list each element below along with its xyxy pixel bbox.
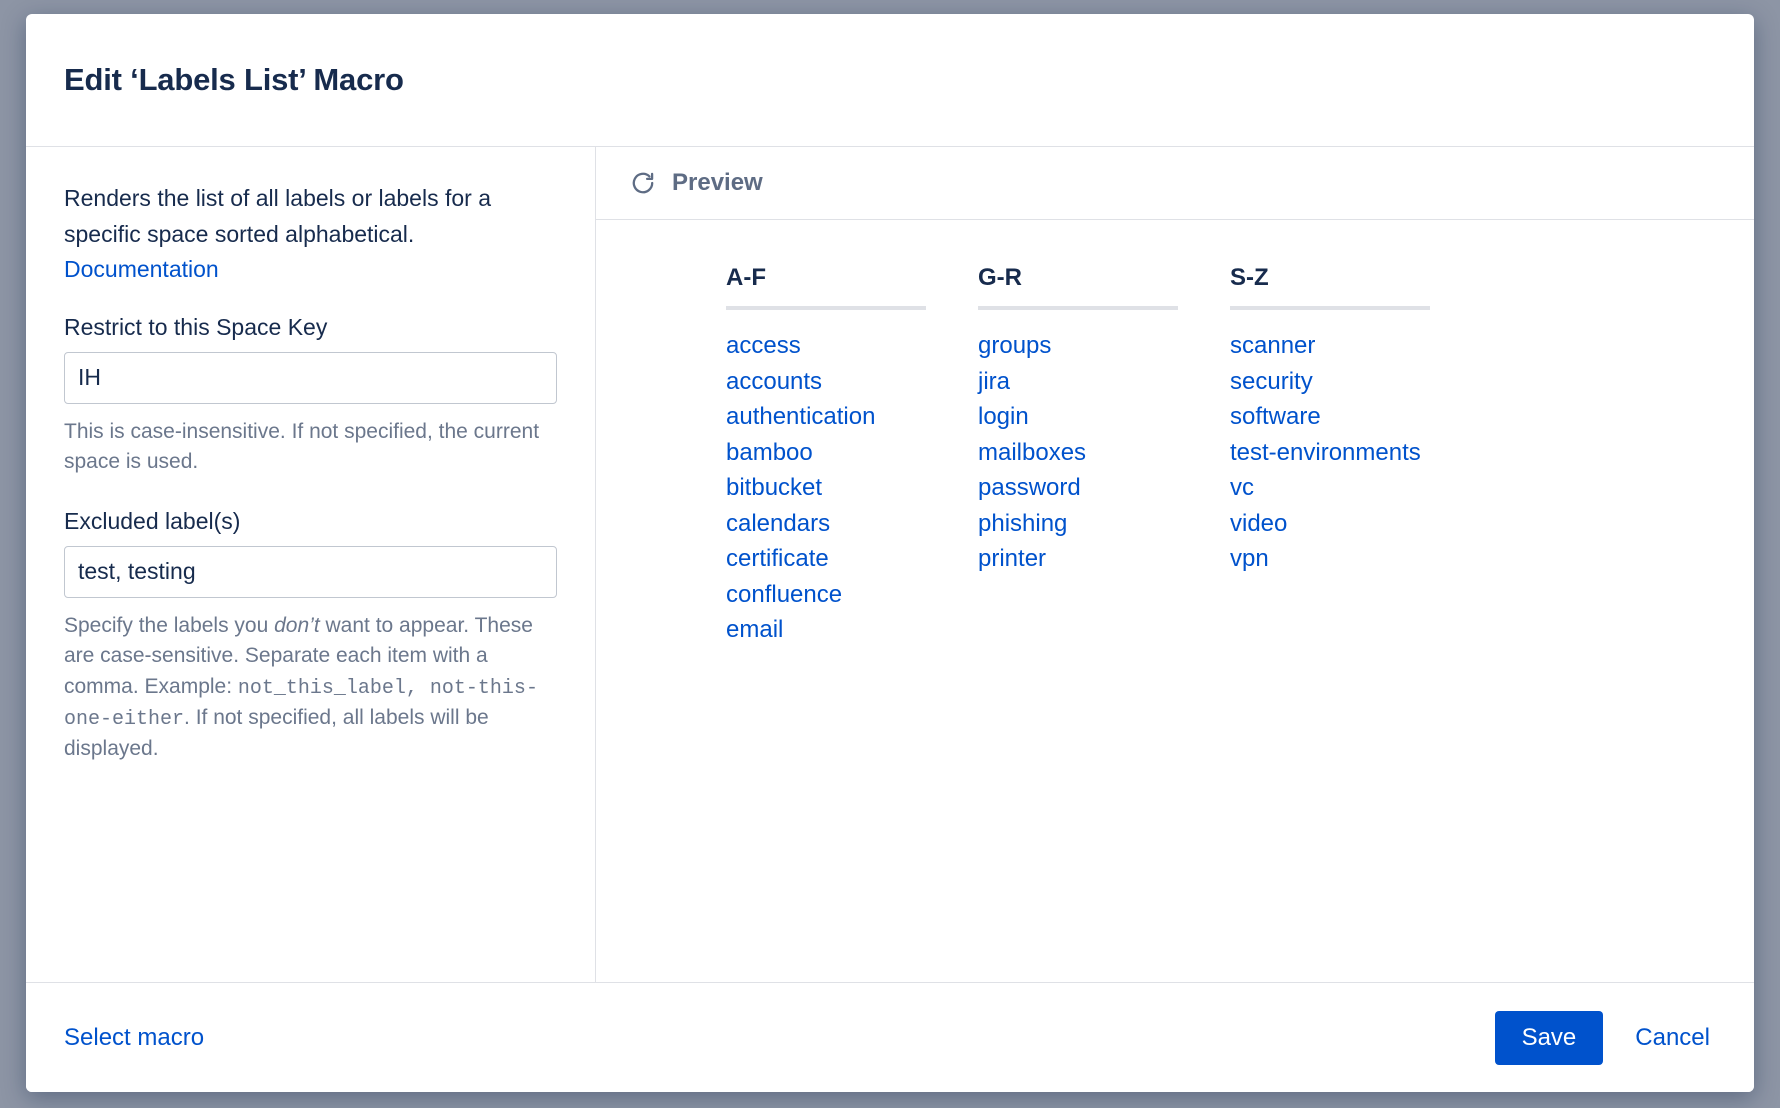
excluded-labels-help-emphasis: don’t xyxy=(274,613,320,637)
label-link[interactable]: video xyxy=(1230,509,1288,537)
dialog-footer xyxy=(26,982,1754,1092)
excluded-labels-help-part2: want to appear. These are case-sensitive. Separate each item with a comma. Example: xyxy=(64,613,533,698)
excluded-labels-input[interactable] xyxy=(64,546,557,598)
label-column-heading: S-Z xyxy=(1230,264,1430,310)
edit-macro-dialog xyxy=(26,14,1754,1092)
label-link[interactable]: certificate xyxy=(726,545,829,573)
preview-content xyxy=(596,220,1754,982)
label-link[interactable]: vpn xyxy=(1230,545,1269,573)
label-link[interactable]: security xyxy=(1230,367,1313,395)
label-link[interactable]: access xyxy=(726,332,801,359)
label-link[interactable]: vc xyxy=(1230,474,1254,502)
label-column-g-r xyxy=(978,264,1178,648)
preview-header xyxy=(596,147,1754,220)
label-link[interactable]: printer xyxy=(978,545,1047,573)
preview-title: Preview xyxy=(672,169,763,196)
label-link[interactable]: login xyxy=(978,403,1029,431)
label-link[interactable]: jira xyxy=(978,367,1011,395)
documentation-link[interactable]: Documentation xyxy=(64,256,219,283)
macro-settings-pane xyxy=(26,147,596,982)
save-button[interactable]: Save xyxy=(1495,1011,1604,1065)
label-link[interactable]: bamboo xyxy=(726,438,813,466)
excluded-labels-label: Excluded label(s) xyxy=(64,507,241,534)
excluded-labels-help-example: not_this_label, not-this-one-either xyxy=(64,676,538,731)
label-column-heading: A-F xyxy=(726,264,926,310)
label-link[interactable]: scanner xyxy=(1230,332,1316,359)
page-title: Edit ‘Labels List’ Macro xyxy=(64,62,404,97)
select-macro-link[interactable]: Select macro xyxy=(64,1023,205,1051)
space-key-label: Restrict to this Space Key xyxy=(64,313,328,340)
footer-left xyxy=(64,1024,1495,1052)
refresh-icon[interactable] xyxy=(630,170,656,196)
label-column-heading: G-R xyxy=(978,264,1178,310)
excluded-labels-help xyxy=(64,611,557,764)
label-link[interactable]: email xyxy=(726,616,784,644)
footer-right xyxy=(1495,1011,1716,1065)
label-link[interactable]: authentication xyxy=(726,403,876,431)
label-link[interactable]: confluence xyxy=(726,580,843,608)
preview-pane xyxy=(596,147,1754,982)
label-column-s-z xyxy=(1230,264,1430,648)
label-link[interactable]: groups xyxy=(978,332,1052,359)
cancel-button[interactable]: Cancel xyxy=(1629,1011,1716,1065)
macro-description-text: Renders the list of all labels or labels for a specific space sorted alphabetical. xyxy=(64,185,491,247)
label-link[interactable]: phishing xyxy=(978,509,1068,537)
dialog-body xyxy=(26,147,1754,982)
label-link[interactable]: bitbucket xyxy=(726,474,823,502)
space-key-help: This is case-insensitive. If not specified, the current space is used. xyxy=(64,419,540,474)
excluded-labels-help-part1: Specify the labels you xyxy=(64,613,275,637)
label-link[interactable]: password xyxy=(978,474,1081,502)
label-columns xyxy=(726,264,1720,648)
label-link[interactable]: test-environments xyxy=(1230,438,1421,466)
space-key-input[interactable] xyxy=(64,352,557,404)
label-link[interactable]: calendars xyxy=(726,509,831,537)
label-link[interactable]: mailboxes xyxy=(978,438,1087,466)
label-link[interactable]: accounts xyxy=(726,367,823,395)
excluded-labels-help-part3: . If not specified, all labels will be displayed. xyxy=(64,705,489,760)
dialog-header xyxy=(26,14,1754,147)
label-column-a-f xyxy=(726,264,926,648)
macro-description xyxy=(64,181,557,288)
label-link[interactable]: software xyxy=(1230,403,1321,431)
